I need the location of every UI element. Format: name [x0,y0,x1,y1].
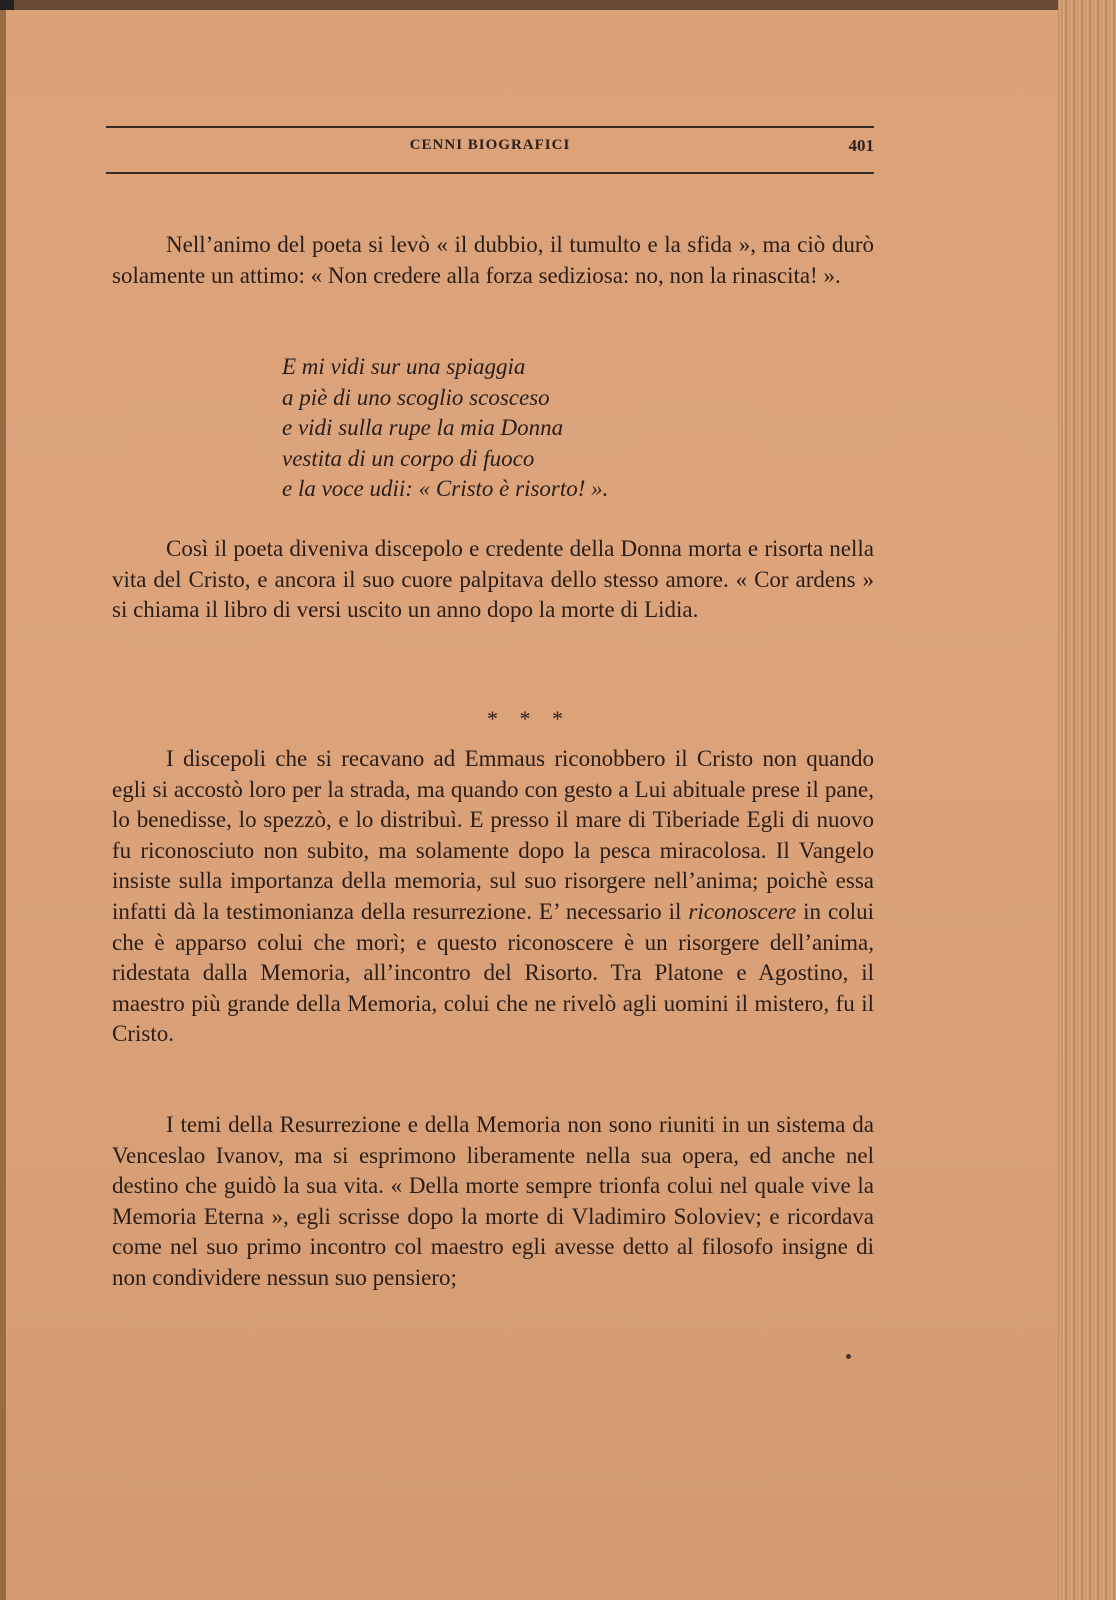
verse-line: a piè di uno scoglio scosceso [282,384,550,410]
section-separator: * * * [487,706,571,731]
verse-line: e la voce udii: « Cristo è risorto! ». [282,476,609,502]
verse-line: e vidi sulla rupe la mia Donna [282,415,564,441]
paragraph-emmaus-part2: in colui che è apparso colui che morì; e questo riconoscere è un risorgere dell’anima, ridestata dalla Memoria, all’incontro del Risorto. Tra Platone e Agostino, il maestro più grande della Memoria, colui che ne rivelò agli uomini il mistero, fu il Cristo. [112,898,874,1047]
italic-riconoscere: riconoscere [688,898,797,924]
paragraph-emmaus-part1: I discepoli che si recavano ad Emmaus riconobbero il Cristo non quando egli si accostò loro per la strada, ma quando con gesto a Lui abituale prese il pane, lo benedisse, lo spezzò, e lo distribuì. E presso il mare di Tiberiade Egli di nuovo fu riconosciuto non subito, ma solamente dopo la pesca miracolosa. Il Vangelo insiste sulla importanza della memoria, sul suo risorgere nell’anima; poichè essa infatti dà la testimonianza della resurrezione. E’ necessario il [112,746,874,924]
verse-quote [282,352,608,505]
verse-line: E mi vidi sur una spiaggia [282,354,526,379]
verse-line: vestita di un corpo di fuoco [282,445,535,471]
paragraph-memoria: I temi della Resurrezione e della Memoria non sono riuniti in un sistema da Venceslao Ivanov, ma si esprimono liberamente nella sua opera, ed anche nel destino che guidò la sua vita. « Della morte sempre trionfa colui nel quale vive la Memoria Eterna », egli scrisse dopo la morte di Vladimiro Soloviev; e ricordava come nel suo primo incontro col maestro egli avesse detto al filosofo insigne di non condividere nessun suo pensiero; [112,1112,874,1290]
page-number: 401 [848,136,874,155]
ink-speck [846,1354,851,1359]
paragraph-doubt: Nell’animo del poeta si levò « il dubbio, il tumulto e la sfida », ma ciò durò solamente un attimo: « Non credere alla forza sediziosa: no, non la rinascita! ». [112,232,874,288]
page-stack-edge [1058,0,1116,1600]
paragraph-emmaus [112,744,874,1050]
scan-top-edge [0,0,1116,10]
running-header [106,126,874,174]
paragraph-cor-ardens: Così il poeta diveniva discepolo e credente della Donna morta e risorta nella vita del Cristo, e ancora il suo cuore palpitava dello stesso amore. « Cor ardens » si chiama il libro di versi uscito un anno dopo la morte di Lidia. [112,536,874,623]
running-title: CENNI BIOGRAFICI [409,137,571,153]
